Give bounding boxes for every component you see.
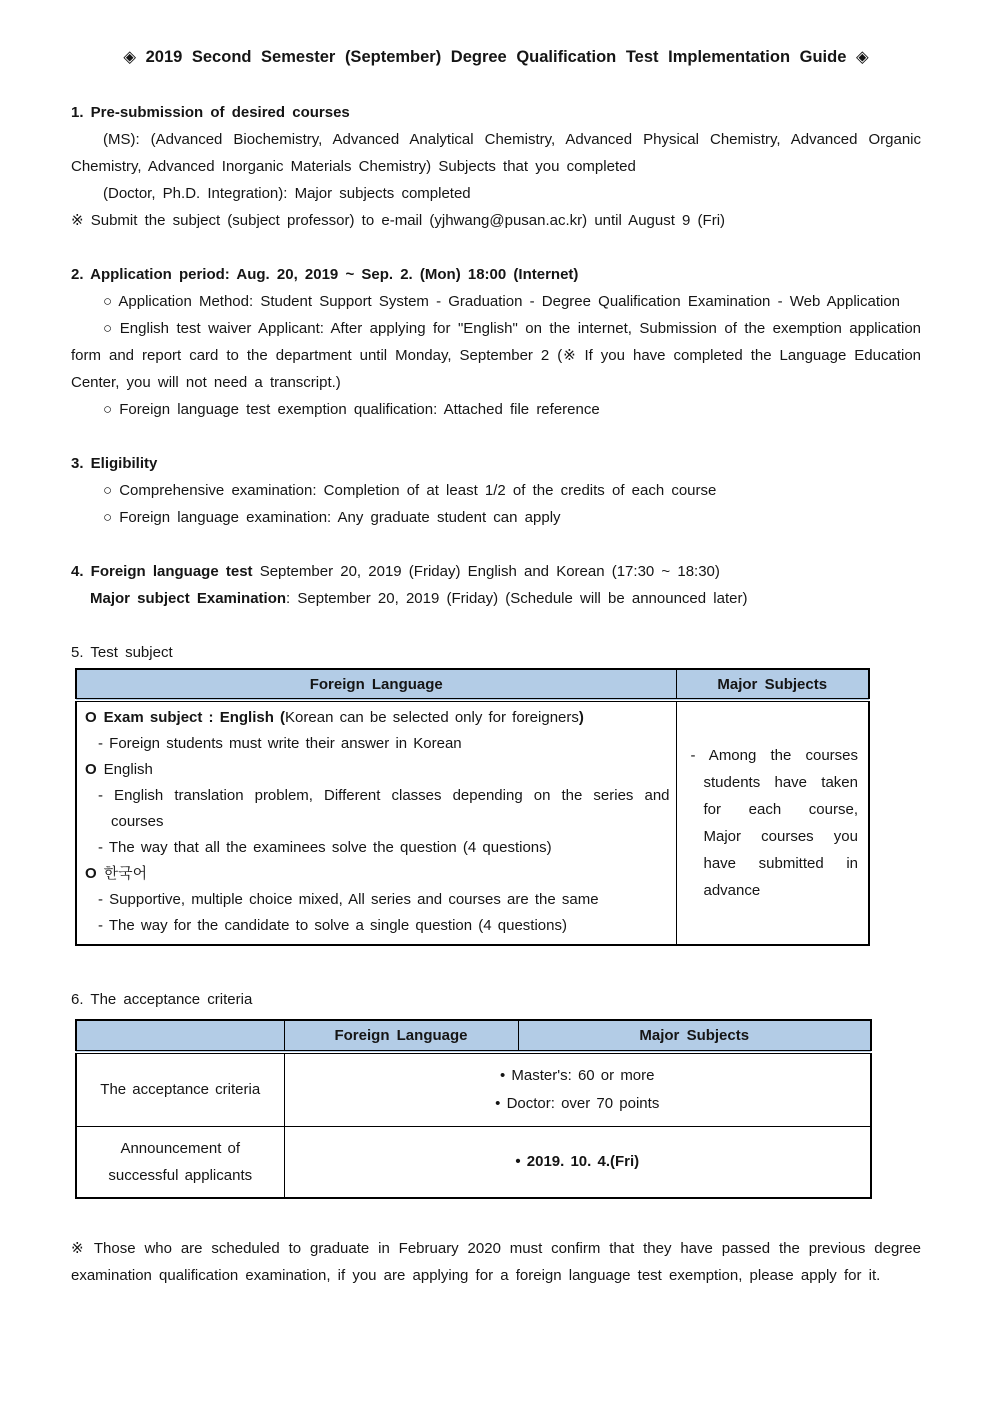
criteria-row [76,1052,871,1126]
doctor-paragraph: (Doctor, Ph.D. Integration): Major subjects completed [103,185,471,202]
major-subject-exam-line: Major subject Examination: September 20, 2019 (Friday) (Schedule will be announced later) [90,590,748,607]
t2-major-subjects-header: Major Subjects [518,1020,871,1052]
major-subjects-description: - Among the courses students have taken for each course, Major courses you have submitted in advance [690,747,858,899]
circle-bullet-icon: O [85,865,97,882]
exam-subject-line: O Exam subject : English (Korean can be selected only for foreigners) [85,709,584,726]
test-subject-body-row [76,700,869,945]
foreign-language-details-cell [76,700,676,945]
t2-foreign-language-header: Foreign Language [284,1020,518,1052]
empty-header-cell [76,1020,284,1052]
ms-courses-paragraph: (MS): (Advanced Biochemistry, Advanced Analytical Chemistry, Advanced Physical Chemistry, Advanced Organic Chemistry, Advanced Inorganic Materials Chemistry) Subjects that you completed [71,131,921,175]
email-submission-note: ※ Submit the subject (subject professor) to e-mail (yjhwang@pusan.ac.kr) until August 9 (Fri) [71,212,726,229]
supportive-mixed-note: - Supportive, multiple choice mixed, All series and courses are the same [98,891,599,908]
foreign-language-test-line: 4. Foreign language test September 20, 2019 (Friday) English and Korean (17:30 ~ 18:30) [71,563,720,580]
february-2020-note: ※ Those who are scheduled to graduate in February 2020 must confirm that they have passed the previous degree examination qualification examination, if you are applying for a foreign language test exemption, please apply for it. [71,1240,921,1284]
section-4-test-dates [71,558,921,612]
circle-bullet-icon: O [85,709,97,726]
foreign-language-exam-item: ○ Foreign language examination: Any graduate student can apply [103,509,561,526]
foreign-students-korean-note: - Foreign students must write their answer in Korean [98,735,462,752]
application-method-item: ○ Application Method: Student Support System - Graduation - Degree Qualification Examination - Web Application [103,293,901,310]
section-6-acceptance-criteria [71,986,921,1199]
masters-criteria: • Master's: 60 or more [500,1066,655,1084]
announcement-label: Announcement of successful applicants [76,1126,284,1198]
acceptance-criteria-heading: 6. The acceptance criteria [71,991,253,1008]
test-subject-header-row [76,669,869,700]
exemption-qualification-item: ○ Foreign language test exemption qualification: Attached file reference [103,401,600,418]
section3-heading: 3. Eligibility [71,455,158,472]
all-examinees-note: - The way that all the examinees solve the question (4 questions) [98,839,552,856]
doctor-criteria: • Doctor: over 70 points [495,1094,660,1112]
announcement-row [76,1126,871,1198]
circle-bullet-icon: O [85,761,97,778]
english-translation-note: - English translation problem, Different classes depending on the series and courses [98,787,670,830]
section1-heading: 1. Pre-submission of desired courses [71,104,350,121]
announcement-date: • 2019. 10. 4.(Fri) [284,1126,871,1198]
test-subject-heading: 5. Test subject [71,644,173,661]
major-subjects-details-cell [676,700,869,945]
acceptance-criteria-table [75,1019,872,1199]
single-question-note: - The way for the candidate to solve a single question (4 questions) [98,917,567,934]
english-subject-line: O English [85,761,153,778]
section-1-pre-submission [71,99,921,234]
comprehensive-exam-item: ○ Comprehensive examination: Completion of at least 1/2 of the credits of each course [103,482,717,499]
criteria-values-cell [284,1052,871,1126]
acceptance-criteria-label: The acceptance criteria [76,1052,284,1126]
english-waiver-item: ○ English test waiver Applicant: After applying for "English" on the internet, Submission of the exemption application form and report card to the department until Monday, September 2 (※ If you have completed the Language Education Center, you will not need a transcript.) [71,320,921,391]
document-title: ◈ 2019 Second Semester (September) Degree Qualification Test Implementation Guide ◈ [123,48,869,66]
test-subject-table [75,668,870,946]
section-3-eligibility [71,450,921,531]
t1-foreign-language-header: Foreign Language [76,669,676,700]
section2-heading: 2. Application period: Aug. 20, 2019 ~ Sep. 2. (Mon) 18:00 (Internet) [71,266,579,283]
t1-major-subjects-header: Major Subjects [676,669,869,700]
acceptance-header-row [76,1020,871,1052]
korean-subject-line: O 한국어 [85,865,148,882]
section-2-application-period [71,261,921,423]
section-5-test-subject [71,639,921,946]
